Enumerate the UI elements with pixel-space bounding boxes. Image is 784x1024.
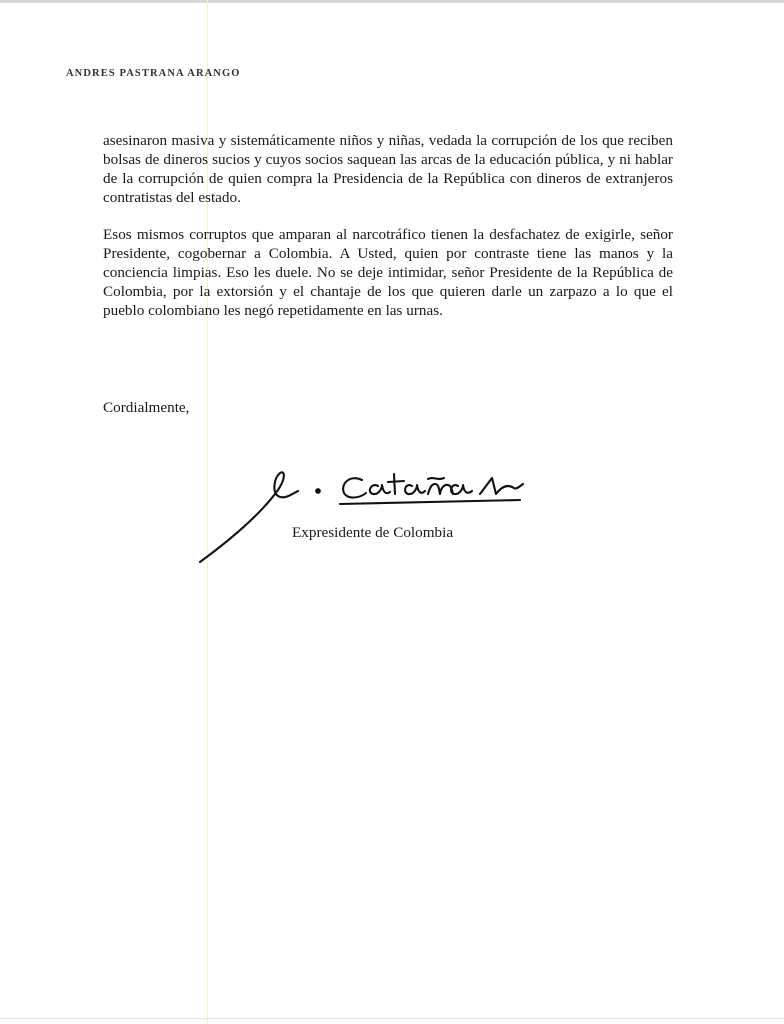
body-paragraph-1: asesinaron masiva y sistemáticamente niños y niñas, vedada la corrupción de los que reciben bolsas de dineros sucios y cuyos socios saquean las arcas de la educación pública, y ni hablar de la corrupción de quien compra la Presidencia de la República con dineros de extranjeros contratistas del estado. bbox=[103, 132, 673, 206]
body-paragraph-2: Esos mismos corruptos que amparan al narcotráfico tienen la desfachatez de exigirle, señor Presidente, cogobernar a Colombia. A Usted, quien por contraste tiene las manos y la conciencia limpias. Eso les duele. No se deje intimidar, señor Presidente de la República de Colombia, por la extorsión y el chantaje de los que quieren darle un zarpazo a lo que el pueblo colombiano les negó repetidamente en las urnas. bbox=[103, 226, 673, 319]
page-top-border bbox=[0, 0, 784, 3]
closing-salutation: Cordialmente, bbox=[103, 399, 190, 416]
letter-body bbox=[103, 131, 673, 338]
handwritten-signature-icon bbox=[190, 460, 560, 570]
page-bottom-line bbox=[0, 1018, 784, 1019]
signer-title: Expresidente de Colombia bbox=[292, 524, 454, 541]
letterhead-name: ANDRES PASTRANA ARANGO bbox=[66, 68, 241, 79]
